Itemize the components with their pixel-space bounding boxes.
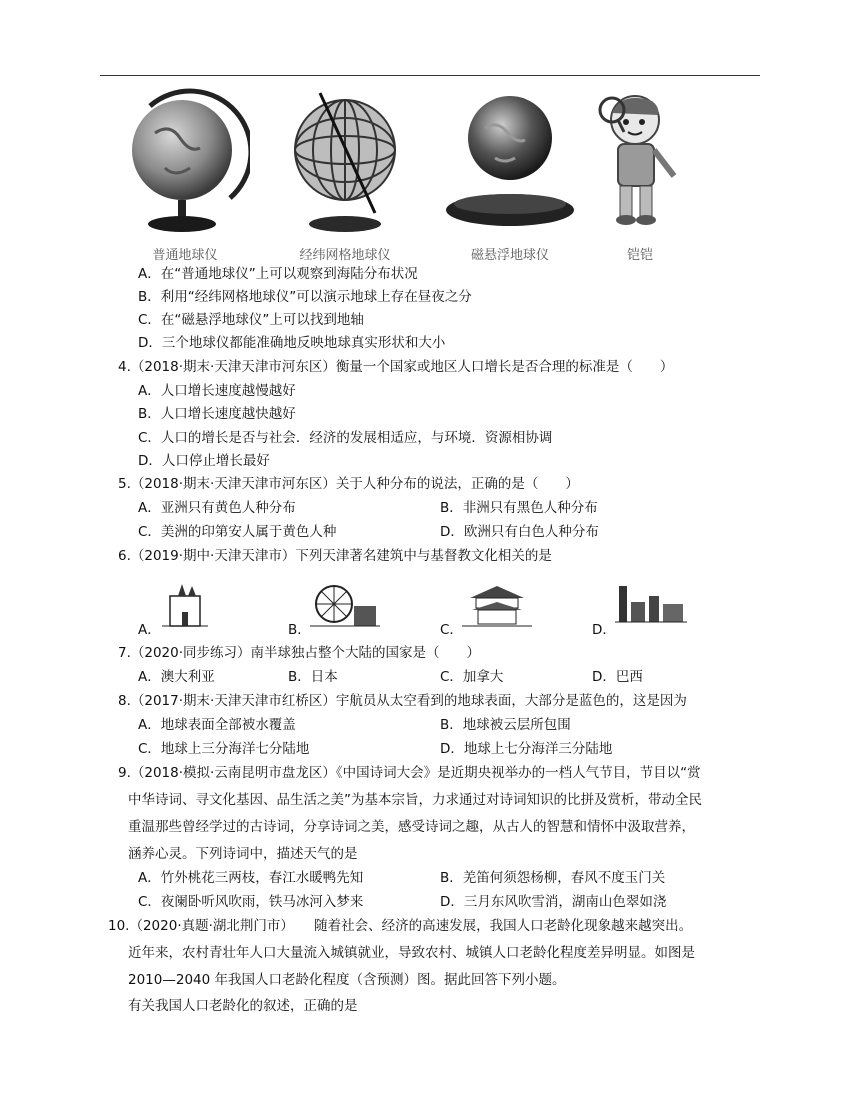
boy-with-magnifier-icon bbox=[590, 88, 690, 238]
q6-option-a[interactable]: A． bbox=[138, 622, 161, 638]
q10-stem-line-4: 有关我国人口老龄化的叙述，正确的是 bbox=[128, 998, 358, 1014]
q4-option-c[interactable]: C．人口的增长是否与社会．经济的发展相适应，与环境．资源相协调 bbox=[138, 430, 553, 446]
q9-stem-line-1: 9.（2018·模拟·云南昆明市盘龙区）《中国诗词大会》是近期央视举办的一档人气节目，节目以“赏 bbox=[118, 765, 701, 781]
q9-option-d[interactable]: D．三月东风吹雪消，湖南山色翠如浇 bbox=[440, 894, 667, 910]
q5-stem: 5.（2018·期末·天津天津市河东区）关于人种分布的说法，正确的是（ ） bbox=[118, 476, 579, 492]
q7-stem: 7.（2020·同步练习）南半球独占整个大陆的国家是（ ） bbox=[118, 645, 481, 661]
q8-option-a[interactable]: A．地球表面全部被水覆盖 bbox=[138, 717, 296, 733]
q3-option-a[interactable]: A．在“普通地球仪”上可以观察到海陆分布状况 bbox=[138, 266, 418, 282]
q9-stem-line-4: 涵养心灵。下列诗词中，描述天气的是 bbox=[128, 846, 358, 862]
q5-option-d[interactable]: D．欧洲只有白色人种分布 bbox=[440, 524, 599, 540]
q7-option-a[interactable]: A．澳大利亚 bbox=[138, 669, 215, 685]
building-church-icon bbox=[160, 582, 210, 628]
q4-option-a[interactable]: A．人口增长速度越慢越好 bbox=[138, 383, 296, 399]
ordinary-globe bbox=[120, 88, 250, 263]
q9-option-c[interactable]: C．夜阑卧听风吹雨，铁马冰河入梦来 bbox=[138, 894, 364, 910]
ferris-wheel-icon bbox=[310, 582, 380, 628]
q4-option-b[interactable]: B．人口增长速度越快越好 bbox=[138, 406, 296, 422]
q5-option-a[interactable]: A．亚洲只有黄色人种分布 bbox=[138, 500, 296, 516]
q6-option-c[interactable]: C． bbox=[440, 622, 463, 638]
cartoon-boy bbox=[590, 88, 690, 263]
q8-option-b[interactable]: B．地球被云层所包围 bbox=[440, 717, 571, 733]
skyline-building-icon bbox=[615, 582, 687, 628]
q8-option-c[interactable]: C．地球上三分海洋七分陆地 bbox=[138, 741, 310, 757]
q7-option-b[interactable]: B．日本 bbox=[288, 669, 338, 685]
q6-option-d[interactable]: D． bbox=[592, 622, 616, 638]
figure-caption: 普通地球仪 bbox=[152, 248, 218, 263]
q4-stem: 4.（2018·期末·天津天津市河东区）衡量一个国家或地区人口增长是否合理的标准是（ ） bbox=[118, 359, 674, 375]
figure-caption: 经纬网格地球仪 bbox=[299, 248, 391, 263]
q9-stem-line-3: 重温那些曾经学过的古诗词，分享诗词之美，感受诗词之趣，从古人的智慧和情怀中汲取营养， bbox=[128, 819, 695, 835]
q7-option-c[interactable]: C．加拿大 bbox=[440, 669, 504, 685]
q3-option-d[interactable]: D．三个地球仪都能准确地反映地球真实形状和大小 bbox=[138, 335, 446, 351]
figure-caption: 磁悬浮地球仪 bbox=[470, 248, 549, 263]
q5-option-b[interactable]: B．非洲只有黑色人种分布 bbox=[440, 500, 598, 516]
header-rule bbox=[100, 75, 760, 76]
q5-option-c[interactable]: C．美洲的印第安人属于黄色人种 bbox=[138, 524, 337, 540]
globe-figure bbox=[120, 88, 700, 263]
q3-option-b[interactable]: B．利用“经纬网格地球仪”可以演示地球上存在昼夜之分 bbox=[138, 289, 472, 305]
maglev-globe bbox=[440, 88, 580, 263]
q6-option-b[interactable]: B． bbox=[288, 622, 311, 638]
q8-option-d[interactable]: D．地球上七分海洋三分陆地 bbox=[440, 741, 613, 757]
q10-stem-line-3: 2010—2040 年我国人口老龄化程度（含预测）图。据此回答下列小题。 bbox=[128, 972, 566, 988]
figure-caption: 铠铠 bbox=[626, 248, 653, 263]
q9-stem-line-2: 中华诗词、寻文化基因、品生活之美”为基本宗旨，力求通过对诗词知识的比拼及赏析，带动全民 bbox=[128, 792, 702, 808]
q3-option-c[interactable]: C．在“磁悬浮地球仪”上可以找到地轴 bbox=[138, 312, 364, 328]
q10-stem-line-2: 近年来，农村青壮年人口大量流入城镇就业，导致农村、城镇人口老龄化程度差异明显。如图是 bbox=[128, 945, 695, 961]
q8-stem: 8.（2017·期末·天津天津市红桥区）宇航员从太空看到的地球表面，大部分是蓝色的，这是因为 bbox=[118, 693, 687, 709]
q4-option-d[interactable]: D．人口停止增长最好 bbox=[138, 453, 270, 469]
q9-option-a[interactable]: A．竹外桃花三两枝，春江水暖鸭先知 bbox=[138, 870, 364, 886]
grid-globe-icon bbox=[280, 88, 410, 238]
q7-option-d[interactable]: D．巴西 bbox=[592, 669, 643, 685]
q9-option-b[interactable]: B．羌笛何须怨杨柳，春风不度玉门关 bbox=[440, 870, 666, 886]
grid-globe bbox=[280, 88, 410, 263]
q6-stem: 6.（2019·期中·天津天津市）下列天津著名建筑中与基督教文化相关的是 bbox=[118, 548, 552, 564]
pagoda-building-icon bbox=[462, 582, 532, 628]
maglev-globe-icon bbox=[440, 88, 580, 238]
ordinary-globe-icon bbox=[120, 88, 250, 238]
q10-stem-line-1: 10.（2020·真题·湖北荆门市） 随着社会、经济的高速发展，我国人口老龄化现象越来越突出。 bbox=[108, 918, 693, 934]
